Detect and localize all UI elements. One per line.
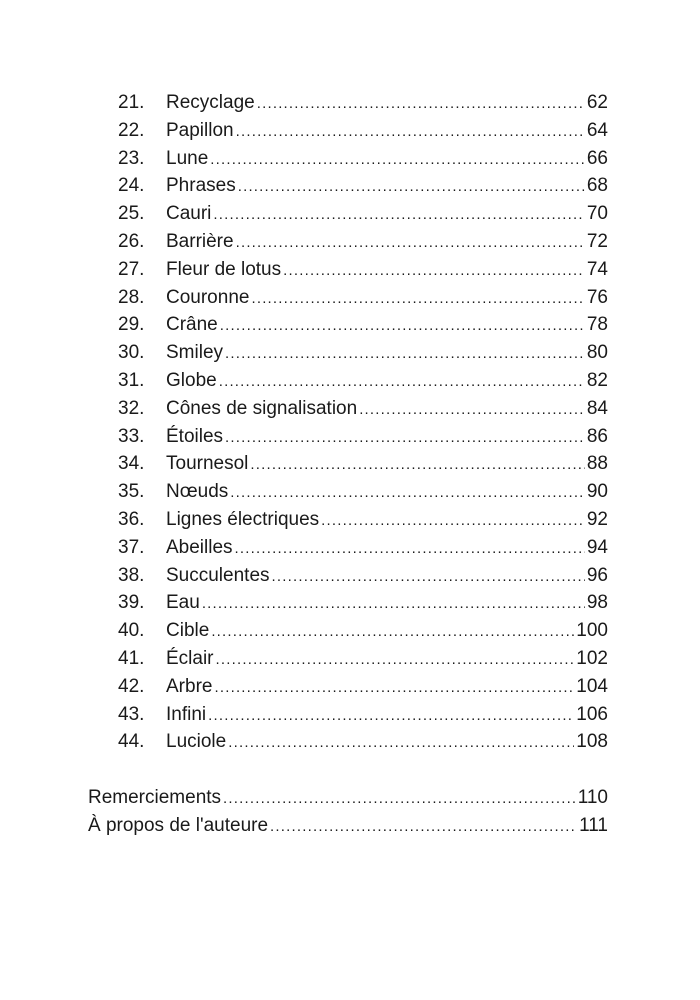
dot-leader <box>238 173 585 201</box>
toc-entry <box>0 450 700 478</box>
chapter-title: Eau <box>166 592 200 614</box>
toc-entry-line <box>166 172 608 201</box>
dot-leader <box>272 563 585 591</box>
toc-entry-line <box>166 89 608 118</box>
dot-leader <box>251 285 584 313</box>
toc-entry-line <box>166 589 608 618</box>
page-number: 62 <box>586 92 608 113</box>
page-number: 84 <box>586 397 608 419</box>
toc-entry-line <box>166 450 608 479</box>
dot-leader <box>257 90 585 118</box>
page-number: 74 <box>586 258 608 280</box>
dot-leader <box>250 451 584 479</box>
toc-entry-back-matter <box>0 784 700 812</box>
toc-entry-line <box>166 478 608 507</box>
chapter-title: Lignes électriques <box>166 508 320 530</box>
chapter-number: 28. <box>118 286 145 308</box>
chapter-number: 25. <box>118 203 145 225</box>
page-number: 98 <box>586 592 608 614</box>
chapter-number: 27. <box>118 258 145 280</box>
toc-entry <box>0 478 700 506</box>
chapter-number: 33. <box>118 425 145 447</box>
table-of-contents <box>0 89 700 840</box>
chapter-title: Succulentes <box>166 564 270 586</box>
chapter-title: Couronne <box>166 286 250 308</box>
dot-leader <box>230 479 585 507</box>
toc-entry <box>0 284 700 312</box>
toc-entry <box>0 673 700 701</box>
page-number: 92 <box>586 508 608 530</box>
chapter-title: Abeilles <box>166 536 233 558</box>
section-title: Remerciements <box>88 787 222 809</box>
toc-entry-line <box>166 673 608 702</box>
dot-leader <box>270 813 577 841</box>
page-number: 108 <box>576 731 608 753</box>
dot-leader <box>211 618 574 646</box>
toc-entry-line <box>166 506 608 535</box>
toc-entry <box>0 617 700 645</box>
dot-leader <box>208 702 574 730</box>
toc-entry <box>0 728 700 756</box>
back-matter-list <box>0 784 700 840</box>
chapter-number: 43. <box>118 703 145 725</box>
section-title: À propos de l'auteure <box>88 814 269 836</box>
toc-entry <box>0 256 700 284</box>
chapter-number: 38. <box>118 564 145 586</box>
page-number: 76 <box>586 286 608 308</box>
chapter-number: 39. <box>118 592 145 614</box>
page-number: 66 <box>586 147 608 169</box>
chapter-number: 44. <box>118 731 145 753</box>
chapter-title: Fleur de lotus <box>166 258 282 280</box>
chapter-title: Arbre <box>166 675 213 697</box>
toc-entry-line <box>166 701 608 730</box>
chapter-number: 32. <box>118 397 145 419</box>
chapter-title: Nœuds <box>166 481 229 503</box>
toc-entry-line <box>166 562 608 591</box>
dot-leader <box>210 146 585 174</box>
page-number: 82 <box>586 369 608 391</box>
toc-entry <box>0 534 700 562</box>
toc-entry-line <box>88 784 608 813</box>
toc-entry <box>0 701 700 729</box>
page-number: 100 <box>576 620 608 642</box>
chapter-number: 30. <box>118 342 145 364</box>
chapter-number: 23. <box>118 147 145 169</box>
chapter-title: Smiley <box>166 342 224 364</box>
dot-leader <box>216 646 575 674</box>
chapter-title: Cônes de signalisation <box>166 397 358 419</box>
chapter-number: 40. <box>118 620 145 642</box>
toc-entry <box>0 89 700 117</box>
chapter-title: Cauri <box>166 203 212 225</box>
toc-entry <box>0 506 700 534</box>
toc-entry-line <box>166 228 608 257</box>
toc-entry-line <box>166 284 608 313</box>
toc-entry-line <box>166 645 608 674</box>
chapter-title: Cible <box>166 620 210 642</box>
toc-entry-line <box>88 812 608 841</box>
page-number: 86 <box>586 425 608 447</box>
dot-leader <box>321 507 585 535</box>
page-number: 111 <box>579 814 608 836</box>
toc-entry-line <box>166 367 608 396</box>
page-number: 94 <box>586 536 608 558</box>
toc-entry-line <box>166 728 608 757</box>
chapter-title: Phrases <box>166 175 236 197</box>
toc-entry-line <box>166 311 608 340</box>
page-number: 106 <box>576 703 608 725</box>
chapter-number: 22. <box>118 119 145 141</box>
chapter-title: Lune <box>166 147 209 169</box>
chapter-title: Crâne <box>166 314 218 336</box>
toc-entry <box>0 645 700 673</box>
toc-entry-line <box>166 339 608 368</box>
page-number: 88 <box>586 453 608 475</box>
chapter-title: Infini <box>166 703 207 725</box>
chapter-number: 36. <box>118 508 145 530</box>
chapter-title: Éclair <box>166 647 214 669</box>
toc-entry-line <box>166 256 608 285</box>
dot-leader <box>214 674 574 702</box>
dot-leader <box>283 257 585 285</box>
page-number: 68 <box>586 175 608 197</box>
chapter-number: 37. <box>118 536 145 558</box>
toc-entry-line <box>166 200 608 229</box>
page-number: 80 <box>586 342 608 364</box>
chapter-number: 26. <box>118 230 145 252</box>
dot-leader <box>220 312 585 340</box>
toc-entry <box>0 117 700 145</box>
page-number: 90 <box>586 481 608 503</box>
page-number: 70 <box>586 203 608 225</box>
chapter-number: 21. <box>118 92 145 113</box>
toc-entry-line <box>166 534 608 563</box>
chapter-number: 24. <box>118 175 145 197</box>
toc-entry-back-matter <box>0 812 700 840</box>
dot-leader <box>228 729 574 757</box>
page-number: 78 <box>586 314 608 336</box>
dot-leader <box>202 590 585 618</box>
page-number: 104 <box>576 675 608 697</box>
chapter-title: Barrière <box>166 230 234 252</box>
toc-entry <box>0 589 700 617</box>
chapter-title: Tournesol <box>166 453 249 475</box>
toc-entry <box>0 200 700 228</box>
toc-entry <box>0 228 700 256</box>
dot-leader <box>236 118 585 146</box>
toc-entry <box>0 311 700 339</box>
chapter-number: 31. <box>118 369 145 391</box>
dot-leader <box>236 229 585 257</box>
page-number: 72 <box>586 230 608 252</box>
toc-entry-line <box>166 145 608 174</box>
dot-leader <box>225 340 585 368</box>
page-number: 96 <box>586 564 608 586</box>
chapter-title: Recyclage <box>166 92 255 113</box>
chapter-title: Luciole <box>166 731 227 753</box>
chapter-number: 42. <box>118 675 145 697</box>
toc-entry-line <box>166 395 608 424</box>
dot-leader <box>223 785 576 813</box>
chapter-number: 35. <box>118 481 145 503</box>
toc-entry <box>0 562 700 590</box>
toc-entry <box>0 367 700 395</box>
toc-entry <box>0 172 700 200</box>
dot-leader <box>225 424 585 452</box>
toc-entry <box>0 423 700 451</box>
dot-leader <box>219 368 585 396</box>
chapter-number: 34. <box>118 453 145 475</box>
page-number: 110 <box>577 787 608 809</box>
section-spacer <box>0 756 700 784</box>
toc-entry <box>0 145 700 173</box>
toc-entry-line <box>166 617 608 646</box>
chapter-number: 41. <box>118 647 145 669</box>
dot-leader <box>359 396 585 424</box>
chapter-title: Papillon <box>166 119 234 141</box>
toc-entry-line <box>166 423 608 452</box>
chapter-list <box>0 89 700 756</box>
chapter-title: Étoiles <box>166 425 224 447</box>
dot-leader <box>213 201 584 229</box>
dot-leader <box>235 535 585 563</box>
chapter-title: Globe <box>166 369 217 391</box>
toc-entry <box>0 395 700 423</box>
toc-entry <box>0 339 700 367</box>
toc-entry-line <box>166 117 608 146</box>
page-number: 102 <box>576 647 608 669</box>
chapter-number: 29. <box>118 314 145 336</box>
page-number: 64 <box>586 119 608 141</box>
